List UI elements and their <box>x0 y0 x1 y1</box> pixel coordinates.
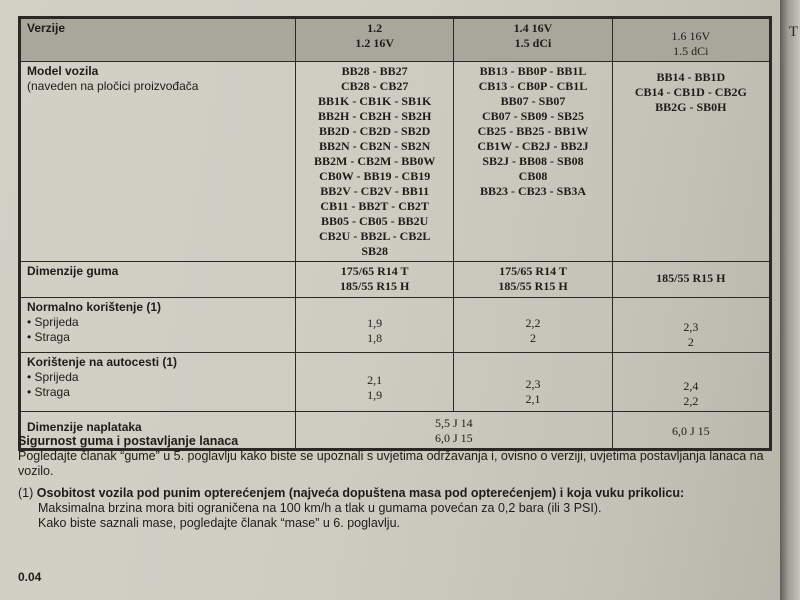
version-2-line-1: 1.4 16V <box>513 21 553 35</box>
next-page-edge <box>780 0 800 600</box>
version-2-line-2: 1.5 dCi <box>514 36 552 50</box>
page-number: 0.04 <box>18 570 42 584</box>
tyre-size-v1-a: 175/65 R14 T <box>340 264 409 278</box>
normal-use-row <box>20 298 771 353</box>
footnote-title: Osobitost vozila pod punim opterećenjem (najveća dopuštena masa pod opterećenjem) i koja vuku prikolicu: <box>36 486 685 500</box>
tyre-size-version-1 <box>296 262 454 298</box>
tyre-size-v2-b: 185/55 R15 H <box>498 279 568 293</box>
rim-size-v12-a: 5,5 J 14 <box>434 416 473 430</box>
models-version-3 <box>612 62 770 262</box>
version-1-line-1: 1.2 <box>367 21 383 35</box>
tyre-size-v3-a: 185/55 R15 H <box>656 271 726 285</box>
model-code-line: CB08 <box>518 169 548 183</box>
models-version-1 <box>296 62 454 262</box>
normal-rear-label: • Straga <box>27 330 70 344</box>
model-code-line: SB2J - BB08 - SB08 <box>482 154 584 168</box>
motorway-version-3 <box>612 353 770 412</box>
motorway-use-row <box>20 353 771 412</box>
normal-front-label: • Sprijeda <box>27 315 79 329</box>
version-col-3 <box>612 18 770 62</box>
model-code-line: CB14 - CB1D - CB2G <box>634 85 747 99</box>
model-code-line: CB13 - CB0P - CB1L <box>478 79 588 93</box>
model-code-line: BB2G - SB0H <box>655 100 727 114</box>
model-code-line: CB07 - SB09 - SB25 <box>481 109 584 123</box>
tyre-safety-text: Pogledajte članak “gume” u 5. poglavlju kako biste se upoznali s uvjetima održavanja i, ovisno o verziji, uvjetima postavljanja lanaca na vozilo. <box>18 449 764 478</box>
motorway-front-label: • Sprijeda <box>27 370 79 384</box>
table-header-row <box>20 18 771 62</box>
motorway-v1-front: 2,1 <box>367 373 383 387</box>
model-code-line: CB25 - BB25 - BB1W <box>477 124 589 138</box>
model-code-line: BB14 - BB1D <box>656 70 726 84</box>
model-code-line: BB07 - SB07 <box>500 94 566 108</box>
footnote <box>18 486 778 531</box>
motorway-use-label-cell <box>20 353 296 412</box>
tyre-size-v2-a: 175/65 R14 T <box>499 264 567 278</box>
motorway-v3-front: 2,4 <box>683 379 699 393</box>
model-sublabel: (naveden na pločici proizvođača <box>27 79 199 93</box>
model-code-line: BB2M - CB2M - BB0W <box>313 154 436 168</box>
tyre-size-v1-b: 185/55 R15 H <box>339 279 410 293</box>
version-col-2 <box>454 18 612 62</box>
version-col-1 <box>296 18 454 62</box>
rim-size-v3-a: 6,0 J 15 <box>671 424 710 438</box>
motorway-rear-label: • Straga <box>27 385 70 399</box>
versions-label: Verzije <box>20 18 296 62</box>
motorway-v2-rear: 2,1 <box>525 392 541 406</box>
footnote-line-1: Maksimalna brzina mora biti ograničena na 100 km/h a tlak u gumama povećan za 0,2 bara (ili 3 PSI). <box>38 501 602 515</box>
model-code-line: CB0W - BB19 - CB19 <box>319 169 431 183</box>
rim-size-label: Dimenzije naplataka <box>20 412 296 450</box>
model-code-line: BB1K - CB1K - SB1K <box>317 94 432 108</box>
footnote-marker: (1) <box>18 486 34 500</box>
tyre-safety-notes <box>18 434 778 479</box>
tyre-size-version-2 <box>454 262 612 298</box>
model-code-line: BB13 - BB0P - BB1L <box>479 64 587 78</box>
model-code-line: BB2N - CB2N - SB2N <box>318 139 431 153</box>
normal-version-1 <box>296 298 454 353</box>
model-row <box>20 62 771 262</box>
normal-version-3 <box>612 298 770 353</box>
next-page-letter: T <box>788 24 798 40</box>
motorway-version-2 <box>454 353 612 412</box>
version-3-line-2: 1.5 dCi <box>673 44 709 58</box>
model-code-line: CB2U - BB2L - CB2L <box>318 229 431 243</box>
models-version-2 <box>454 62 612 262</box>
tyre-pressure-table <box>18 16 772 451</box>
model-code-line: BB2H - CB2H - SB2H <box>317 109 432 123</box>
normal-v1-front: 1,9 <box>367 316 383 330</box>
model-code-line: BB2V - CB2V - BB11 <box>320 184 430 198</box>
model-code-line: BB05 - CB05 - BB2U <box>320 214 429 228</box>
motorway-v2-front: 2,3 <box>525 377 541 391</box>
tyre-safety-title: Sigurnost guma i postavljanje lanaca <box>18 434 239 448</box>
normal-use-label: Normalno korištenje (1) <box>27 300 162 314</box>
tyre-size-row <box>20 262 771 298</box>
model-label-cell <box>20 62 296 262</box>
normal-use-label-cell <box>20 298 296 353</box>
tyre-size-version-3 <box>612 262 770 298</box>
tyre-size-label: Dimenzije guma <box>20 262 296 298</box>
normal-v3-front: 2,3 <box>683 320 699 334</box>
model-code-line: CB28 - CB27 <box>340 79 409 93</box>
version-1-line-2: 1.2 16V <box>355 36 394 50</box>
rim-size-v12-b: 6,0 J 15 <box>434 431 473 445</box>
model-code-line: BB28 - BB27 <box>341 64 408 78</box>
motorway-v3-rear: 2,2 <box>683 394 699 408</box>
footnote-line-2: Kako biste saznali mase, pogledajte članak “mase” u 6. poglavlju. <box>38 516 401 530</box>
motorway-v1-rear: 1,9 <box>367 388 383 402</box>
normal-v2-front: 2,2 <box>525 316 541 330</box>
version-3-line-1: 1.6 16V <box>671 29 711 43</box>
model-code-line: BB23 - CB23 - SB3A <box>479 184 586 198</box>
model-label: Model vozila <box>27 64 99 78</box>
model-code-line: SB28 <box>361 244 388 258</box>
model-code-line: CB11 - BB2T - CB2T <box>320 199 429 213</box>
normal-v2-rear: 2 <box>529 331 536 345</box>
normal-v3-rear: 2 <box>687 335 694 349</box>
motorway-version-1 <box>296 353 454 412</box>
model-code-line: BB2D - CB2D - SB2D <box>318 124 431 138</box>
normal-v1-rear: 1,8 <box>367 331 383 345</box>
motorway-use-label: Korištenje na autocesti (1) <box>27 355 178 369</box>
model-code-line: CB1W - CB2J - BB2J <box>477 139 589 153</box>
normal-version-2 <box>454 298 612 353</box>
